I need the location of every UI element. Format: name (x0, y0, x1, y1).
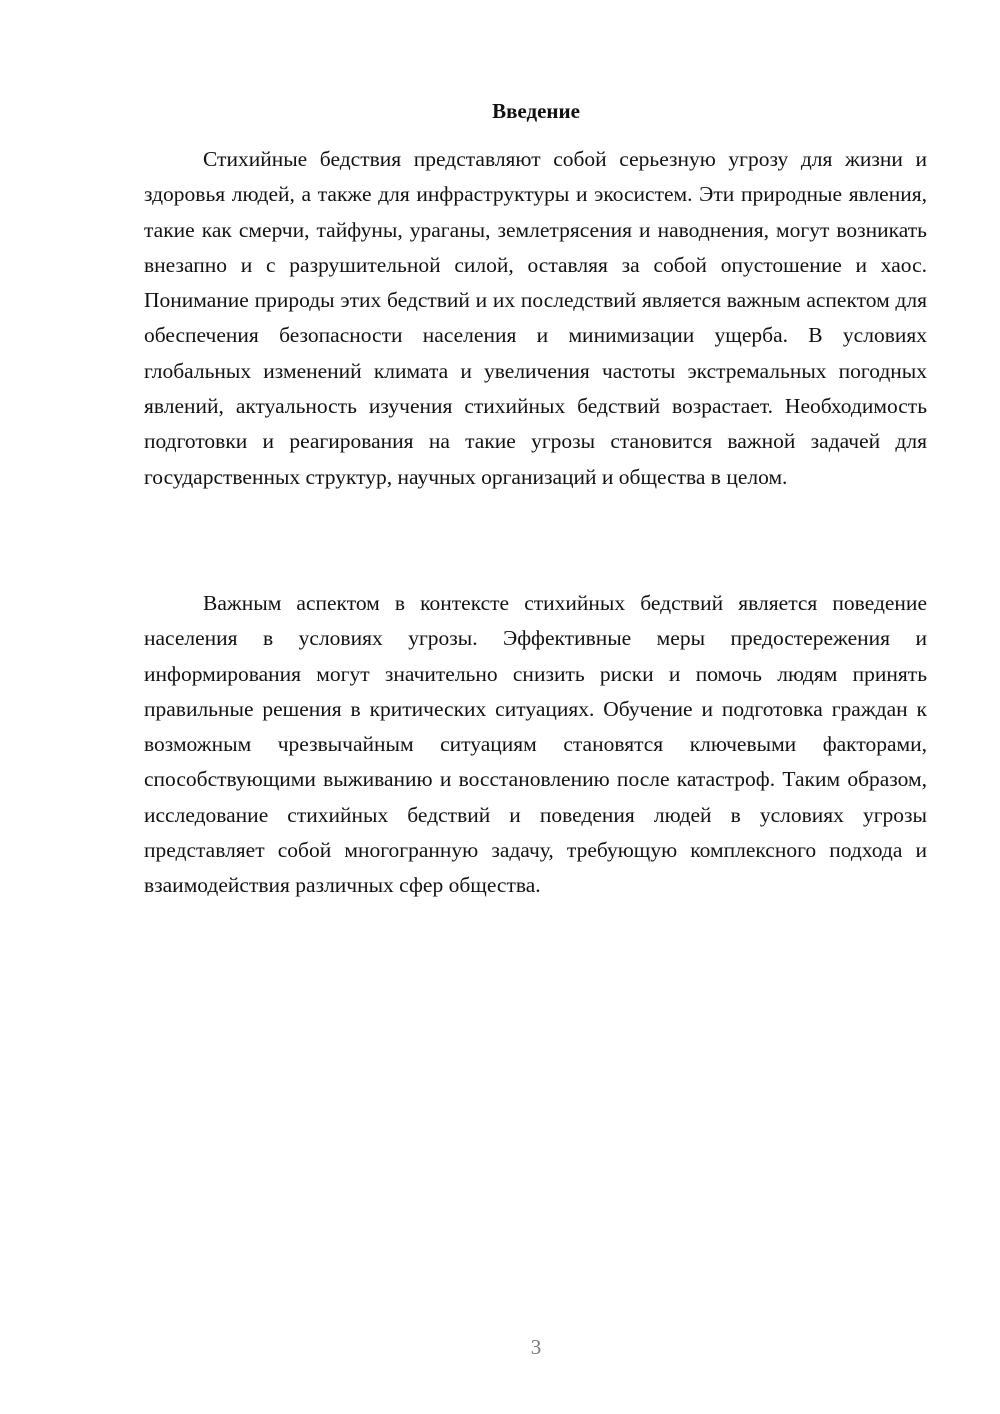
section-title: Введение (492, 99, 580, 123)
page-number: 3 (530, 1335, 542, 1359)
intro-paragraph-2: Важным аспектом в контексте стихийных бедствий является поведение населения в условиях угрозы. Эффективные меры предостережения и информирования могут значительно снизить риски и помочь людям принять правильные решения в критических ситуациях. Обучение и подготовка граждан к возможным чрезвычайным ситуациям становятся ключевыми факторами, способствующими выживанию и восстановлению после катастроф. Таким образом, исследование стихийных бедствий и поведения людей в условиях угрозы представляет собой многогранную задачу, требующую комплексного подхода и взаимодействия различных сфер общества. (144, 591, 927, 898)
intro-paragraph-1: Стихийные бедствия представляют собой серьезную угрозу для жизни и здоровья людей, а также для инфраструктуры и экосистем. Эти природные явления, такие как смерчи, тайфуны, ураганы, землетрясения и наводнения, могут возникать внезапно и с разрушительной силой, оставляя за собой опустошение и хаос. Понимание природы этих бедствий и их последствий является важным аспектом для обеспечения безопасности населения и минимизации ущерба. В условиях глобальных изменений климата и увеличения частоты экстремальных погодных явлений, актуальность изучения стихийных бедствий возрастает. Необходимость подготовки и реагирования на такие угрозы становится важной задачей для государственных структур, научных организаций и общества в целом. (144, 147, 927, 489)
